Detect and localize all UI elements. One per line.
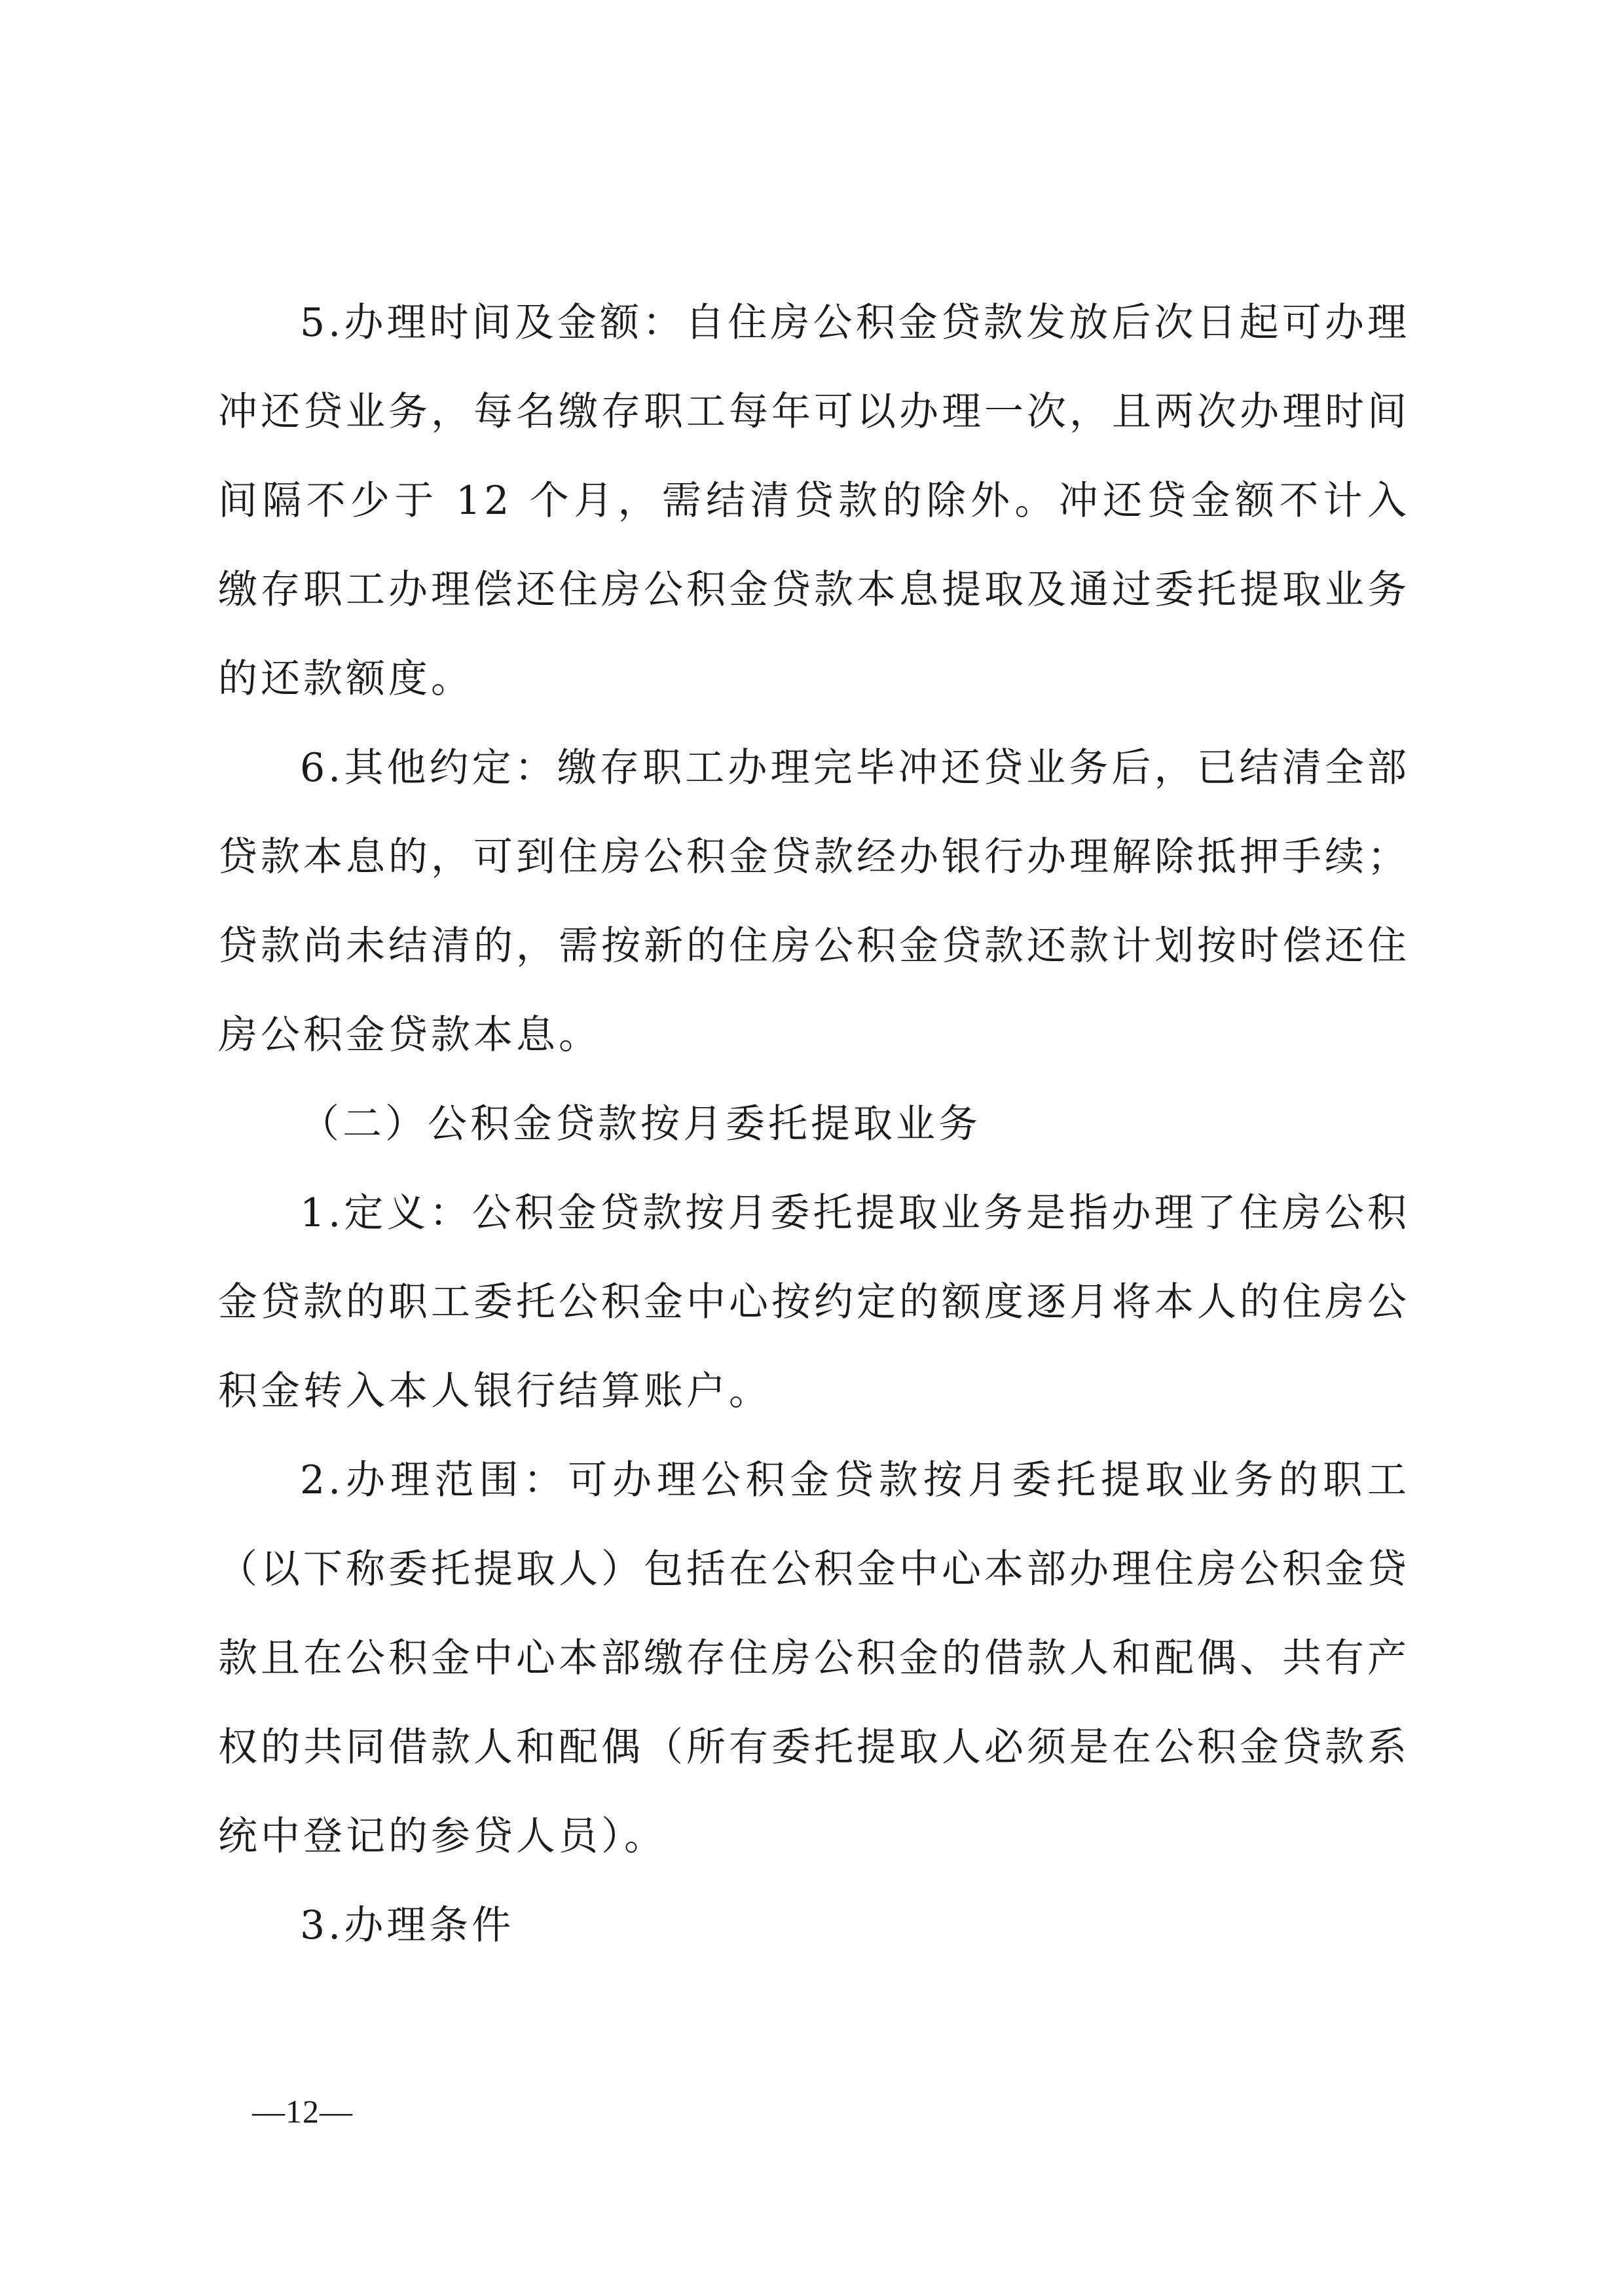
- paragraph-scope: 2.办理范围：可办理公积金贷款按月委托提取业务的职工（以下称委托提取人）包括在公积金中心本部办理住房公积金贷款且在公积金中心本部缴存住房公积金的借款人和配偶、共有产权的共同借款人和配偶（所有委托提取人必须是在公积金贷款系统中登记的参贷人员）。: [218, 1457, 1410, 1859]
- section-heading-monthly-withdrawal: （二）公积金贷款按月委托提取业务: [300, 1101, 981, 1147]
- page-number: —12—: [252, 2093, 353, 2130]
- paragraph-other-agreements: 6.其他约定：缴存职工办理完毕冲还贷业务后，已结清全部贷款本息的，可到住房公积金贷款经办银行办理解除抵押手续；贷款尚未结清的，需按新的住房公积金贷款还款计划按时偿还住房公积金贷款本息。: [218, 745, 1410, 1058]
- paragraph-conditions: 3.办理条件: [300, 1903, 515, 1948]
- paragraph-repayment-time-amount: 5.办理时间及金额：自住房公积金贷款发放后次日起可办理冲还贷业务，每名缴存职工每年可以办理一次，且两次办理时间间隔不少于 12 个月，需结清贷款的除外。冲还贷金额不计入缴存职工办理偿还住房公积金贷款本息提取及通过委托提取业务的还款额度。: [218, 300, 1410, 702]
- document-body: [218, 278, 1410, 1970]
- paragraph-definition: 1.定义：公积金贷款按月委托提取业务是指办理了住房公积金贷款的职工委托公积金中心按约定的额度逐月将本人的住房公积金转入本人银行结算账户。: [218, 1190, 1410, 1414]
